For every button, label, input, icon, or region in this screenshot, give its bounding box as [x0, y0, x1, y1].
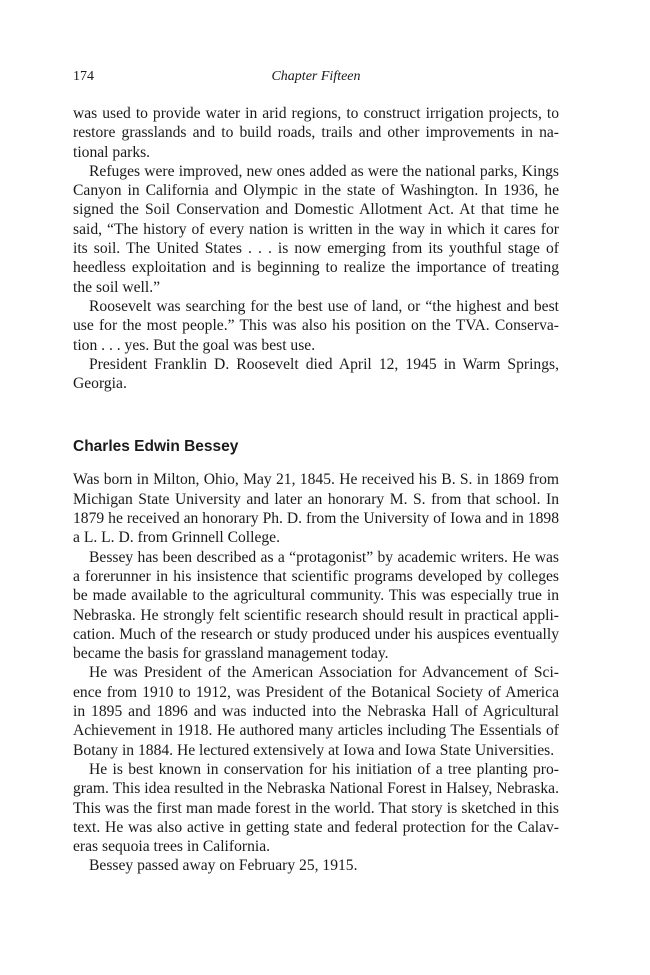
section-heading: Charles Edwin Bessey — [73, 438, 239, 456]
paragraph: Roosevelt was searching for the best use of land, or “the highest and best use for the most people.” This was also his position on the TVA. Conservation . . . yes. But the goal was best use. — [73, 297, 559, 354]
paragraph-continued: was used to provide water in arid regions, to construct irrigation projects, to restore grasslands and to build roads, trails and other improvements in national parks. — [73, 105, 559, 161]
paragraph: Bessey has been described as a “protagonist” by academic writers. He was a forerunner in his insistence that scientific programs developed by colleges be made available to the agricultural community. This was especially true in Nebraska. He strongly felt scientific research should result in practical application. Much of the research or study produced under his auspices eventually became the basis for grassland management today. — [73, 548, 559, 663]
chapter-title: Chapter Fifteen — [271, 69, 361, 84]
page-number: 174 — [73, 69, 94, 84]
paragraph: Bessey passed away on February 25, 1915. — [89, 857, 358, 875]
paragraph: He is best known in conservation for his initiation of a tree planting program. This idea resulted in the Nebraska National Forest in Halsey, Nebraska. This was the first man made forest in the world. That story is sketched in this text. He was also active in getting state and federal protection for the Calaveras sequoia trees in California. — [73, 760, 559, 856]
book-page — [73, 66, 559, 876]
paragraph: He was President of the American Association for Advancement of Science from 1910 to 1912, was President of the Botanical Society of America in 1895 and 1896 and was inducted into the Nebraska Hall of Agricultural Achievement in 1918. He authored many articles including The Essentials of Botany in 1884. He lectured extensively at Iowa and Iowa State Universities. — [73, 664, 559, 759]
body-text — [73, 104, 559, 876]
paragraph-first: Was born in Milton, Ohio, May 21, 1845. He received his B. S. in 1869 from Michigan State University and later an honorary M. S. from that school. In 1879 he received an honorary Ph. D. from the University of Iowa and in 1898 a L. L. D. from Grinnell College. — [73, 471, 559, 547]
paragraph: President Franklin D. Roosevelt died April 12, 1945 in Warm Springs, Georgia. — [73, 355, 559, 393]
paragraph: Refuges were improved, new ones added as were the national parks, Kings Canyon in California and Olympic in the state of Washington. In 1936, he signed the Soil Conservation and Domestic Allotment Act. At that time he said, “The history of every nation is written in the way in which it cares for its soil. The United States . . . is now emerging from its youthful stage of heedless exploitation and is beginning to realize the importance of treating the soil well.” — [73, 162, 559, 296]
running-head — [73, 66, 559, 88]
